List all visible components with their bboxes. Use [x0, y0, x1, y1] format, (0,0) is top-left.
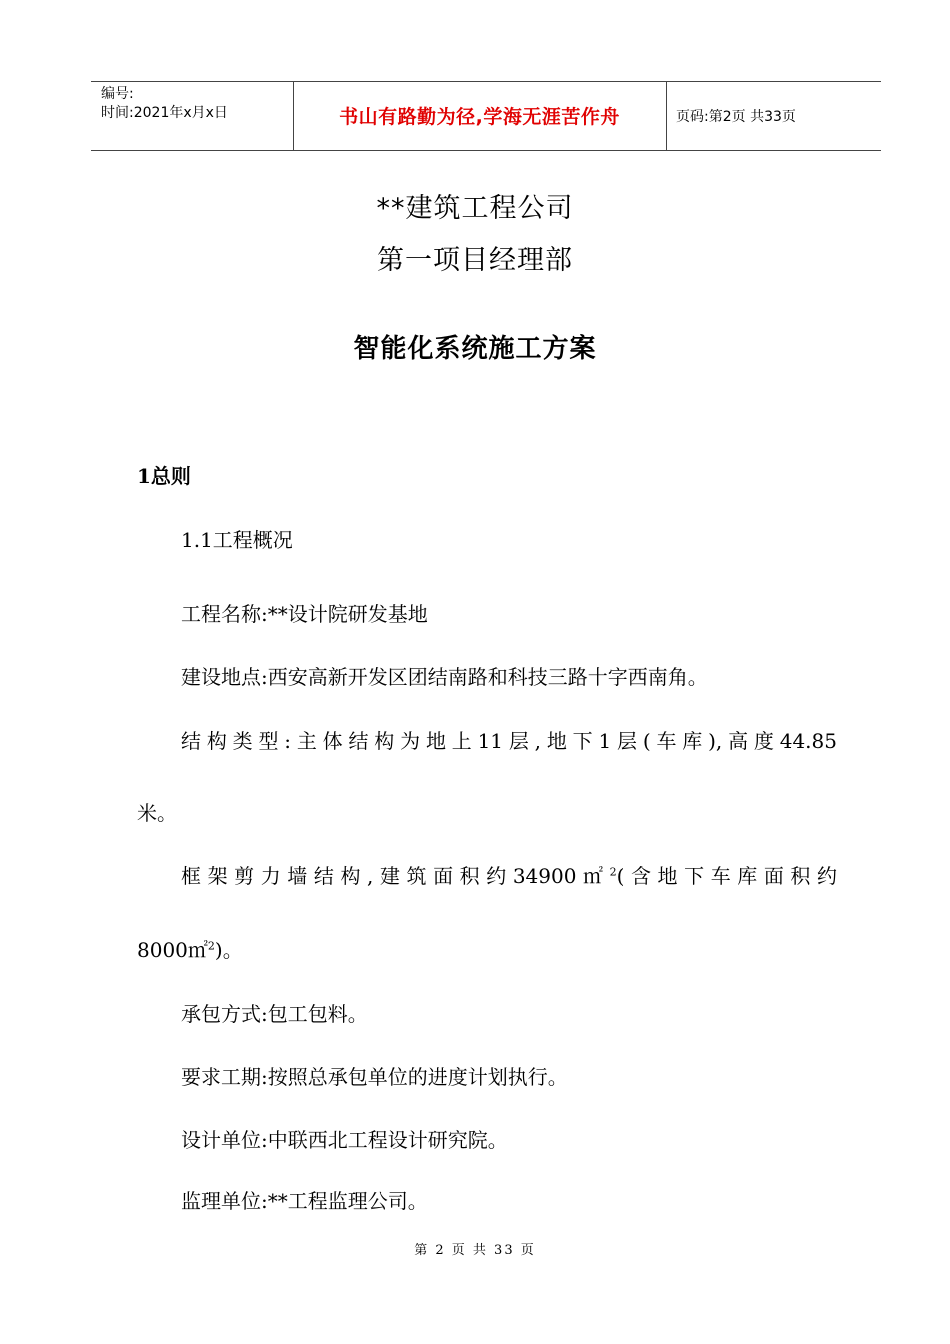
- structure-line-2: 米。: [137, 801, 177, 825]
- frame-line-1-rest: (含地下车库面积约: [616, 864, 837, 888]
- superscript-2: 2: [207, 939, 215, 953]
- header-time-label: 时间:2021年x月x日: [101, 105, 228, 121]
- project-name-line: 工程名称:**设计院研发基地: [181, 602, 428, 626]
- superscript-2: 2: [609, 865, 617, 879]
- dept-name: 第一项目经理部: [377, 245, 573, 276]
- location-line: 建设地点:西安高新开发区团结南路和科技三路十字西南角。: [181, 665, 708, 689]
- structure-line-1: 结构类型:主体结构为地上11层,地下1层(车库),高度44.85: [181, 729, 837, 753]
- header-divider: [666, 82, 667, 150]
- designer-line: 设计单位:中联西北工程设计研究院。: [181, 1128, 508, 1152]
- supervisor-line: 监理单位:**工程监理公司。: [181, 1189, 428, 1213]
- section-heading: 1总则: [137, 464, 191, 488]
- header-meta: [101, 85, 228, 123]
- page-footer: 第 2 页 共 33 页: [414, 1243, 536, 1258]
- subsection-heading: 1.1工程概况: [181, 528, 293, 552]
- frame-line-2-rest: )。: [214, 938, 243, 962]
- document-title: 智能化系统施工方案: [353, 334, 597, 364]
- frame-line-2: [137, 934, 243, 963]
- header-page-info: 页码:第2页 共33页: [676, 109, 796, 125]
- frame-line-1-text: 框架剪力墙结构,建筑面积约34900㎡: [181, 864, 610, 888]
- page-header: [91, 81, 881, 151]
- frame-line-1: [181, 860, 837, 889]
- header-number-label: 编号:: [101, 86, 134, 102]
- frame-line-2-text: 8000㎡: [137, 938, 208, 962]
- org-name: **建筑工程公司: [376, 193, 574, 224]
- header-motto: 书山有路勤为径,学海无涯苦作舟: [339, 106, 620, 128]
- contract-line: 承包方式:包工包料。: [181, 1002, 368, 1026]
- schedule-line: 要求工期:按照总承包单位的进度计划执行。: [181, 1065, 568, 1089]
